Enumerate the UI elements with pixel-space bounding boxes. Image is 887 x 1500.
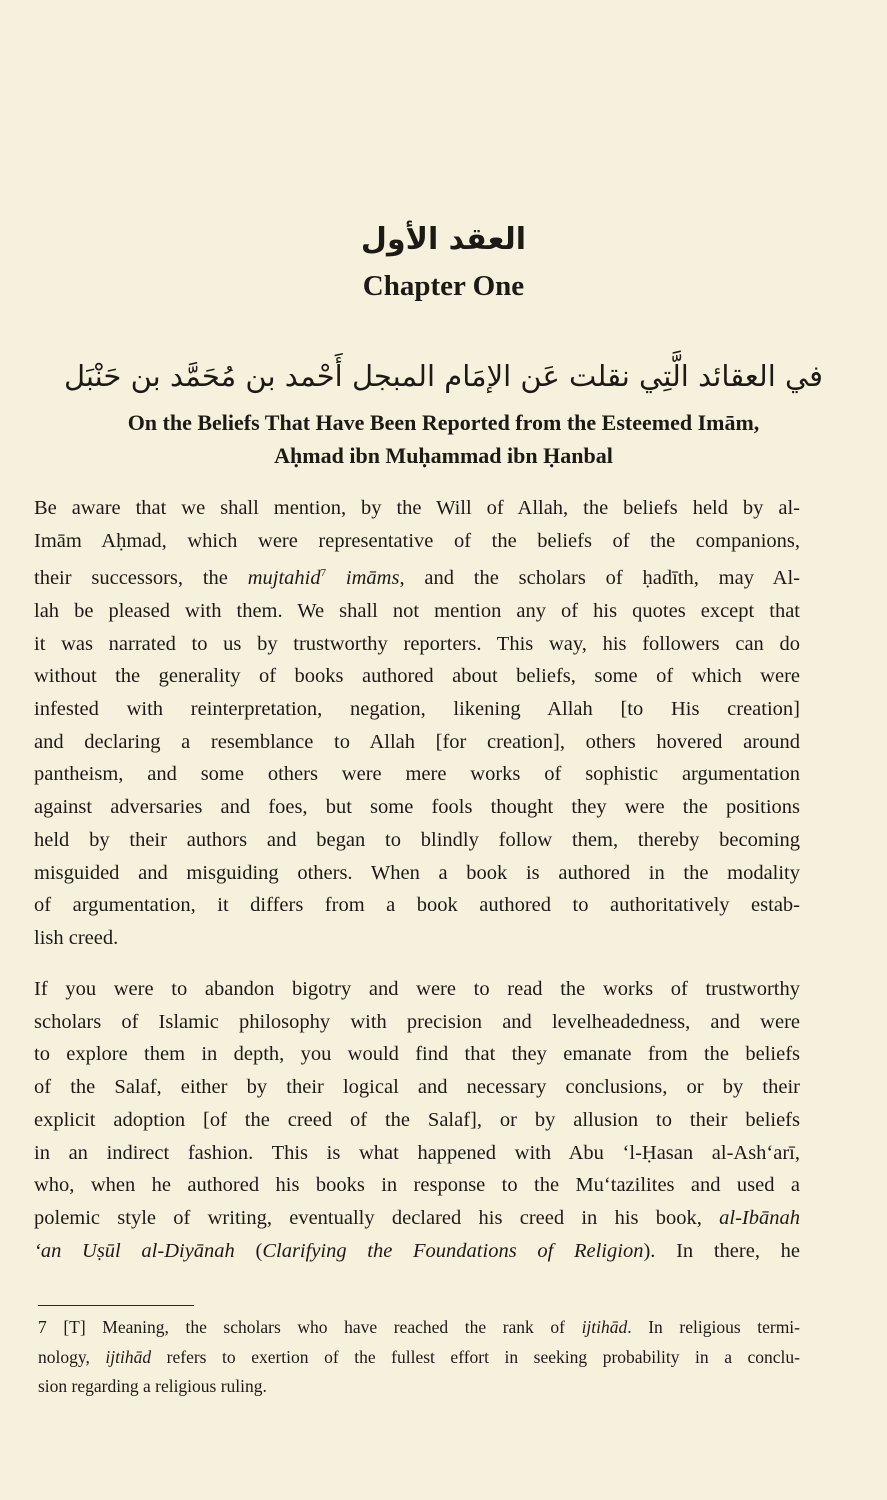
footnote-line: nology, ijtihād refers to exertion of the fullest effort in seeking probability in a conclu- <box>38 1346 800 1367</box>
paragraph-line: in an indirect fashion. This is what happened with Abu ‘l-Ḥasan al-Ash‘arī, <box>34 1141 800 1164</box>
paragraph-line: Be aware that we shall mention, by the Will of Allah, the beliefs held by al- <box>34 497 800 519</box>
paragraph-line: misguided and misguiding others. When a book is authored in the modality <box>34 861 800 884</box>
paragraph-line: against adversaries and foes, but some fools thought they were the positions <box>34 796 800 819</box>
paragraph-line: and declaring a resemblance to Allah [for creation], others hovered around <box>34 730 800 753</box>
footnote-divider <box>38 1305 194 1306</box>
italic-term: mujtahid <box>247 567 321 590</box>
paragraph-line: their successors, the mujtahid$^7$ imāms, and the scholars of ḥadīth, may Al- <box>34 567 800 590</box>
paragraph-line: of argumentation, it differs from a book authored to authoritatively estab- <box>34 894 800 917</box>
paragraph-line: it was narrated to us by trustworthy reporters. This way, his followers can do <box>34 632 800 655</box>
paragraph-line: pantheism, and some others were mere works of sophistic argumentation <box>34 763 800 786</box>
arabic-chapter-title: العقد الأول <box>360 222 527 257</box>
english-section-subtitle <box>20 406 867 472</box>
paragraph-line: who, when he authored his books in response to the Mu‘tazilites and used a <box>34 1174 800 1197</box>
italic-book-title: ‘an Uṣūl al-Diyānah <box>34 1239 235 1262</box>
paragraph-line: infested with reinterpretation, negation, likening Allah [to His creation] <box>34 698 800 721</box>
footnote-marker: 7 <box>320 567 327 580</box>
footnote-line: 7 [T] Meaning, the scholars who have reached the rank of ijtihād. In religious termi- <box>38 1317 800 1337</box>
paragraph-line: lish creed. <box>34 926 119 949</box>
paragraph-line: of the Salaf, either by their logical and necessary conclusions, or by their <box>34 1076 800 1099</box>
footnote-7 <box>38 1313 800 1402</box>
body-paragraph-1 <box>34 492 800 955</box>
english-chapter-title: Chapter One <box>362 270 525 302</box>
paragraph-line: ‘an Uṣūl al-Diyānah (Clarifying the Foundations of Religion). In there, he <box>34 1239 800 1262</box>
paragraph-line: scholars of Islamic philosophy with precision and levelheadedness, and were <box>34 1010 800 1033</box>
paragraph-line: held by their authors and began to blindly follow them, thereby becoming <box>34 828 800 851</box>
paragraph-line: polemic style of writing, eventually declared his creed in his book, al-Ibānah <box>34 1206 800 1229</box>
paragraph-line: lah be pleased with them. We shall not mention any of his quotes except that <box>34 599 800 622</box>
english-subtitle-line-2: Aḥmad ibn Muḥammad ibn Ḥanbal <box>274 443 613 468</box>
arabic-section-subtitle: في العقائد الَّتِي نقلت عَن الإمَام المبجل أَحْمد بن مُحَمَّد بن حَنْبَل <box>63 359 824 393</box>
italic-term: imāms <box>326 567 400 590</box>
paragraph-line: Imām Aḥmad, which were representative of the beliefs of the companions, <box>34 529 800 552</box>
body-paragraph-2 <box>34 973 800 1267</box>
footnote-line: sion regarding a religious ruling. <box>38 1376 267 1396</box>
paragraph-line: without the generality of books authored about beliefs, some of which were <box>34 665 800 688</box>
paragraph-line: explicit adoption [of the creed of the Salaf], or by allusion to their beliefs <box>34 1108 800 1131</box>
paragraph-line: to explore them in depth, you would find that they emanate from the beliefs <box>34 1043 800 1066</box>
italic-book-title: al-Ibānah <box>719 1206 800 1229</box>
paragraph-line: If you were to abandon bigotry and were to read the works of trustworthy <box>34 978 800 1000</box>
italic-book-translation: Clarifying the Foundations of Religion <box>262 1239 644 1262</box>
english-subtitle-line-1: On the Beliefs That Have Been Reported from the Esteemed Imām, <box>127 410 760 435</box>
